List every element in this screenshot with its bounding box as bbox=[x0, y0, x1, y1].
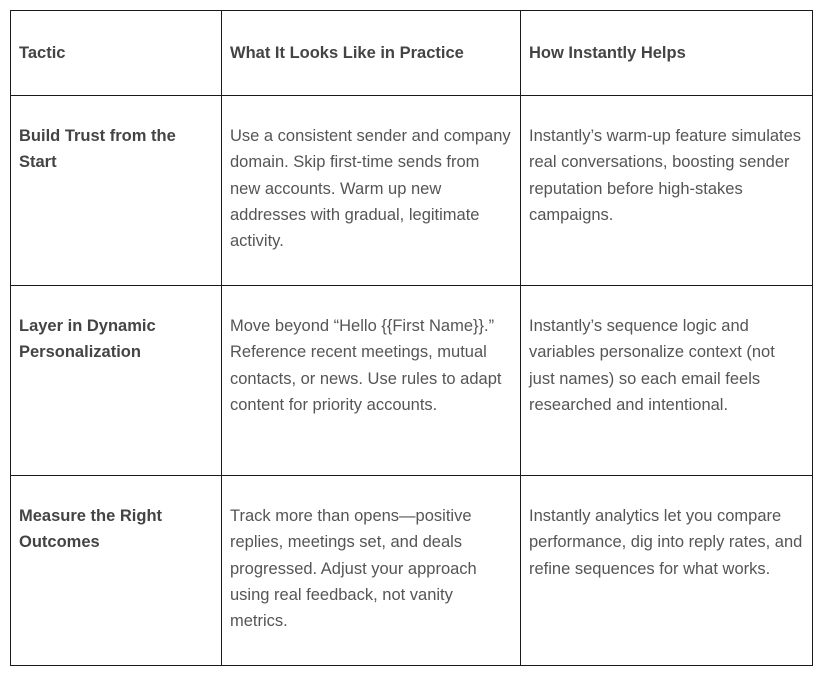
table-header-row bbox=[11, 11, 813, 96]
instantly-cell: Instantly’s warm-up feature simulates real conversations, boosting sender reputation before high-stakes campaigns. bbox=[521, 96, 813, 286]
table-row bbox=[11, 96, 813, 286]
table-row bbox=[11, 476, 813, 666]
practice-cell: Track more than opens—positive replies, meetings set, and deals progressed. Adjust your approach using real feedback, not vanity metrics. bbox=[222, 476, 521, 666]
tactics-table bbox=[10, 10, 813, 666]
tactic-cell: Build Trust from the Start bbox=[11, 96, 222, 286]
header-tactic: Tactic bbox=[11, 11, 222, 96]
practice-cell: Use a consistent sender and company domain. Skip first-time sends from new accounts. Warm up new addresses with gradual, legitimate activity. bbox=[222, 96, 521, 286]
header-practice: What It Looks Like in Practice bbox=[222, 11, 521, 96]
instantly-cell: Instantly’s sequence logic and variables personalize context (not just names) so each email feels researched and intentional. bbox=[521, 286, 813, 476]
instantly-cell: Instantly analytics let you compare performance, dig into reply rates, and refine sequences for what works. bbox=[521, 476, 813, 666]
tactic-cell: Layer in Dynamic Personalization bbox=[11, 286, 222, 476]
tactic-cell: Measure the Right Outcomes bbox=[11, 476, 222, 666]
practice-cell: Move beyond “Hello {{First Name}}.” Reference recent meetings, mutual contacts, or news. Use rules to adapt content for priority accounts. bbox=[222, 286, 521, 476]
table-row bbox=[11, 286, 813, 476]
header-instantly: How Instantly Helps bbox=[521, 11, 813, 96]
